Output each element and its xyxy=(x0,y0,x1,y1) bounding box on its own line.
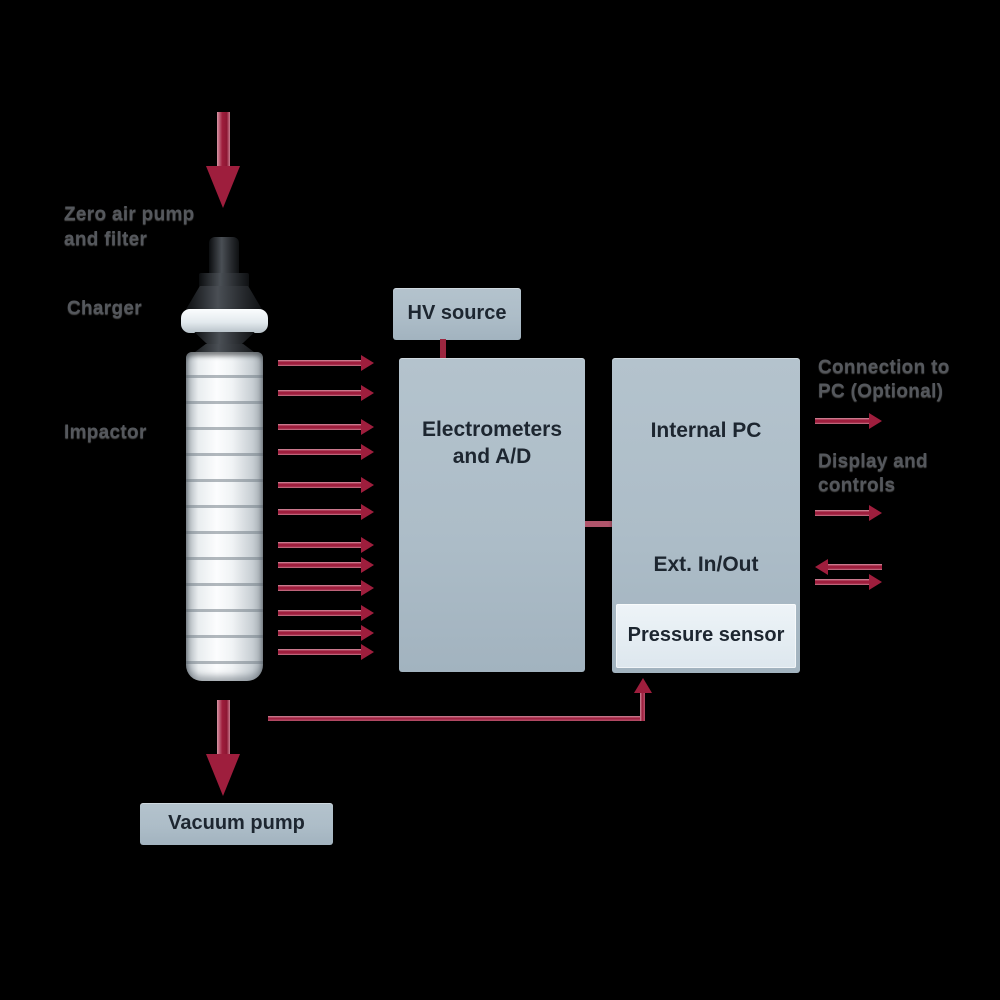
pressure-feedback-line-vertical xyxy=(640,692,645,721)
internal-pc-label: Internal PC xyxy=(650,419,762,442)
charger-step-shape xyxy=(199,273,249,287)
stage-flow-arrow-icon xyxy=(278,580,374,596)
zero-air-pump-label: Zero air pump and filter xyxy=(64,204,195,250)
display-controls-arrow-icon xyxy=(815,505,882,521)
connection-pc-arrow-icon xyxy=(815,413,882,429)
stage-flow-arrow-icon xyxy=(278,385,374,401)
arrow-shaft xyxy=(217,112,230,168)
hv-source-label: HV source xyxy=(407,302,507,324)
stage-flow-arrow-icon xyxy=(278,537,374,553)
arrow-shaft xyxy=(217,700,230,756)
stage-flow-arrow-icon xyxy=(278,605,374,621)
inlet-nozzle-shape xyxy=(209,237,239,275)
electrometers-box xyxy=(399,358,585,672)
stage-flow-arrow-icon xyxy=(278,504,374,520)
display-controls-label: Display and controls xyxy=(818,451,928,496)
ext-inout-label: Ext. In/Out xyxy=(653,553,759,576)
ext-out-arrow-icon xyxy=(815,574,882,590)
hv-source-connector-line xyxy=(440,339,446,359)
internal-pc-box xyxy=(612,358,800,673)
stage-flow-arrow-icon xyxy=(278,355,374,371)
electrometers-label: Electrometers and A/D xyxy=(421,418,563,468)
ext-in-arrow-icon xyxy=(815,559,882,575)
stage-flow-arrow-icon xyxy=(278,644,374,660)
pressure-feedback-line xyxy=(268,716,645,721)
charger-neck-shape xyxy=(193,332,256,345)
charger-collar-shape xyxy=(181,309,268,333)
impactor-label: Impactor xyxy=(64,422,147,443)
arrow-head xyxy=(206,166,240,208)
pressure-sensor-label: Pressure sensor xyxy=(627,624,785,646)
hv-source-box xyxy=(393,288,521,340)
pressure-feedback-arrow-icon xyxy=(634,678,652,693)
stage-flow-arrow-icon xyxy=(278,444,374,460)
charger-cone-shape xyxy=(185,286,263,311)
connection-pc-label: Connection to PC (Optional) xyxy=(818,357,950,402)
stage-flow-arrow-icon xyxy=(278,625,374,641)
arrow-head xyxy=(206,754,240,796)
pc-connector-line xyxy=(585,521,612,527)
pressure-sensor-box xyxy=(616,604,796,668)
impactor-stack-shape xyxy=(186,352,263,681)
stage-flow-arrow-icon xyxy=(278,477,374,493)
charger-label: Charger xyxy=(67,298,142,319)
stage-flow-arrow-icon xyxy=(278,557,374,573)
stage-flow-arrow-icon xyxy=(278,419,374,435)
vacuum-pump-label: Vacuum pump xyxy=(168,812,305,834)
vacuum-pump-box xyxy=(140,803,333,845)
